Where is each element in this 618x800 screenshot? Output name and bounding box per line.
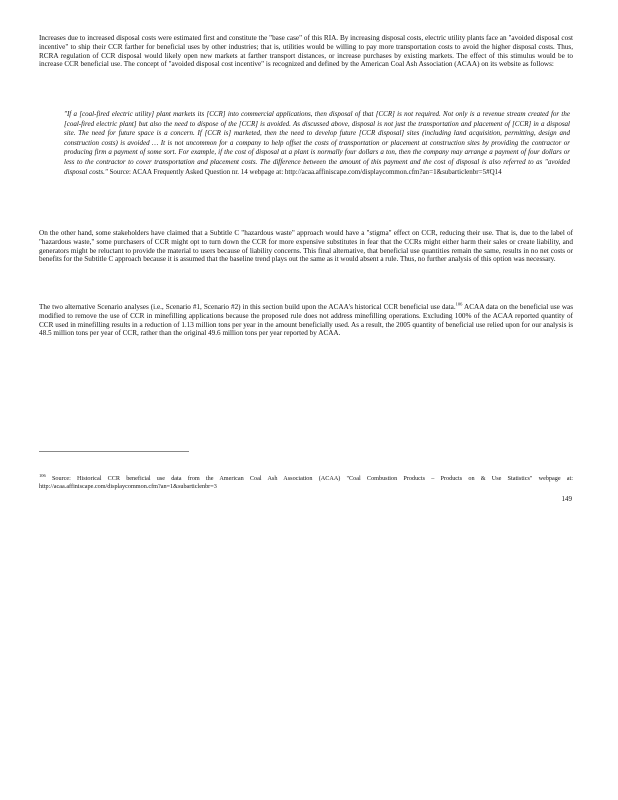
body-paragraph-1: Increases due to increased disposal costs were estimated first and constitute the "base case" of this RIA. By increasing disposal costs, electric utility plants face an "avoided disposal cost incentive" to ship their CCR farther for beneficial uses by other industries; that is, utilities would be willing to pay more transportation costs to avoid the higher disposal costs. Thus, RCRA regulation of CCR disposal would likely open new markets at farther transport distances, or increase purchases by existing markets. The effect of this stimulus would be to increase CCR beneficial use. The concept of "avoided disposal cost incentive" is recognized and defined by the American Coal Ash Association (ACAA) on its website as follows: bbox=[39, 34, 573, 69]
block-quote bbox=[64, 110, 570, 177]
footnote-divider bbox=[39, 451, 189, 452]
body-paragraph-3 bbox=[39, 303, 573, 338]
paragraph-3-text-before: The two alternative Scenario analyses (i.e., Scenario #1, Scenario #2) in this section build upon the ACAA's historical CCR beneficial use data. bbox=[39, 303, 456, 311]
footnote-text: Source: Historical CCR beneficial use data from the American Coal Ash Association (ACAA) "Coal Combustion Products – Products on & Use Statistics" webpage at: http://acaa.affiniscape.com/displaycommon.cfm?an=1&subarticlenbr=3 bbox=[39, 475, 573, 490]
footnote bbox=[39, 472, 573, 491]
quote-source: Source: ACAA Frequently Asked Question nr. 14 webpage at: http://acaa.affiniscape.com/displaycommon.cfm?an=1&subarticlenbr=5#Q14 bbox=[109, 167, 502, 176]
body-paragraph-2: On the other hand, some stakeholders have claimed that a Subtitle C "hazardous waste" approach would have a "stigma" effect on CCR, reducing their use. That is, due to the label of "hazardous waste," some purchasers of CCR might opt to turn down the CCR for more expensive substitutes in fear that the CCRs might either harm their sales or create liability, and generators might be reluctant to provide the material to users because of liability concerns. This final alternative, that beneficial use quantities remain the same, results in no net costs or benefits for the Subtitle C approach because it is assumed that the baseline trend plays out the same as it would absent a rule. Thus, no further analysis of this option was necessary. bbox=[39, 229, 573, 264]
footnote-number: 106 bbox=[39, 472, 46, 478]
quote-text: "If a [coal-fired electric utility] plant markets its [CCR] into commercial applications, then disposal of that [CCR] is not required. Not only is a revenue stream created for the [coal-fired electric plant] but also the need to dispose of the [CCR] is avoided. As discussed above, disposal is not just the transportation and placement of [CCR] in a disposal site. The need for future space is a concern. If [CCR is] marketed, then the need to develop future [CCR disposal] sites (including land acquisition, permitting, design and construction costs) is avoided … It is not uncommon for a company to help offset the costs of transportation or placement at construction sites by providing the contractor or producing firm a payment of some sort. For example, if the cost of disposal at a plant is normally four dollars a ton, then the company may arrange a payment of four dollars or less to the contractor to cover transportation and placement costs. The difference between the amount of this payment and the cost of disposal is also referred to as "avoided disposal costs." bbox=[64, 110, 570, 176]
footnote-reference[interactable]: 106 bbox=[455, 301, 463, 307]
page-number: 149 bbox=[561, 495, 572, 503]
paragraph-3-text-after: ACAA data on the beneficial use was modified to remove the use of CCR in minefilling applications because the proposed rule does not address minefilling operations. Excluding 100% of the ACAA reported quantity of CCR used in minefilling results in a reduction of 1.13 million tons per year in the amount beneficially used. As a result, the 2005 quantity of beneficial use relied upon for our analysis is 48.5 million tons per year of CCR, rather than the original 49.6 million tons per year reported by ACAA. bbox=[39, 303, 573, 338]
